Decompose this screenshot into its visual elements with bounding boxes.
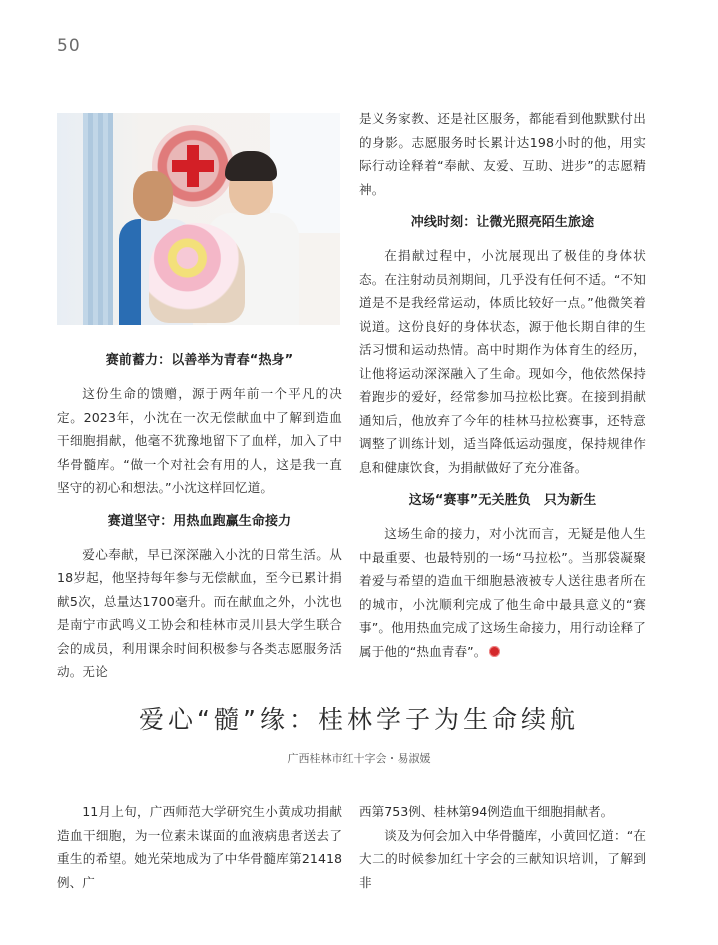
left-column [57,349,342,684]
body-paragraph: 这场生命的接力，对小沈而言，无疑是他人生中最重要、也最特别的一场“马拉松”。当那袋凝聚着爱与希望的造血干细胞悬液被专人送往患者所在的城市，小沈顺利完成了他生命中最具意义的“赛事”。他用热血完成了这场生命接力，用行动诠释了属于他的“热血青春”。 [359,526,646,659]
section-heading: 冲线时刻：让微光照亮陌生旅途 [410,215,595,230]
article-title: 爱心“髓”缘：桂林学子为生命续航 [139,705,579,734]
end-mark-icon [489,646,500,657]
body-paragraph: 这份生命的馈赠，源于两年前一个平凡的决定。2023年，小沈在一次无偿献血中了解到造血干细胞捐献，他毫不犹豫地留下了血样，加入了中华骨髓库。“做一个对社会有用的人，这是我一直坚守的初心和想法。”小沈这样回忆道。 [57,386,342,495]
section-heading: 赛道坚守：用热血跑赢生命接力 [107,513,292,529]
body-paragraph: 在捐献过程中，小沈展现出了极佳的身体状态。在注射动员剂期间，几乎没有任何不适。“不知道是不是我经常运动，体质比较好一点。”他微笑着说道。这份良好的身体状态，源于他长期自律的生活习惯和运动热情。高中时期作为体育生的经历，让他将运动深深融入了生命。现如今，他依然保持着跑步的爱好，经常参加马拉松比赛。在接到捐献通知后，他放弃了今年的桂林马拉松赛事，还特意调整了训练计划，适当降低运动强度，保持规律作息和健康饮食，为捐献做好了充分准备。 [359,248,646,475]
body-paragraph: 谈及为何会加入中华骨髓库，小黄回忆道：“在大二的时候参加红十字会的三献知识培训，了解到非 [359,827,646,890]
body-paragraph: 是义务家教、还是社区服务，都能看到他默默付出的身影。志愿服务时长累计达198小时的他，用实际行动诠释着“奉献、友爱、互助、进步”的志愿精神。 [359,111,646,197]
body-paragraph: 爱心奉献，早已深深融入小沈的日常生活。从18岁起，他坚持每年参与无偿献血，至今已累计捐献5次，总量达1700毫升。而在献血之外，小沈也是南宁市武鸣义工协会和桂林市灵川县大学生联合会的成员，利用课余时间积极参与各类志愿服务活动。无论 [57,546,342,679]
article-photo [57,113,340,325]
page-number: 50 [57,36,81,56]
body-paragraph: 西第753例、桂林第94例造血干细胞捐献者。 [359,804,614,819]
article2-left-column [57,800,342,894]
body-paragraph: 11月上旬，广西师范大学研究生小黄成功捐献造血干细胞，为一位素未谋面的血液病患者送去了重生的希望。她光荣地成为了中华骨髓库第21418例、广 [57,804,342,890]
section-heading: 这场“赛事”无关胜负 只为新生 [408,493,597,508]
flower-bouquet [149,223,245,323]
article2-right-column [359,800,646,894]
section-heading: 赛前蓄力：以善举为青春“热身” [105,353,294,368]
right-column [359,107,646,663]
article-byline: 广西桂林市红十字会・易淑媛 [287,752,431,765]
